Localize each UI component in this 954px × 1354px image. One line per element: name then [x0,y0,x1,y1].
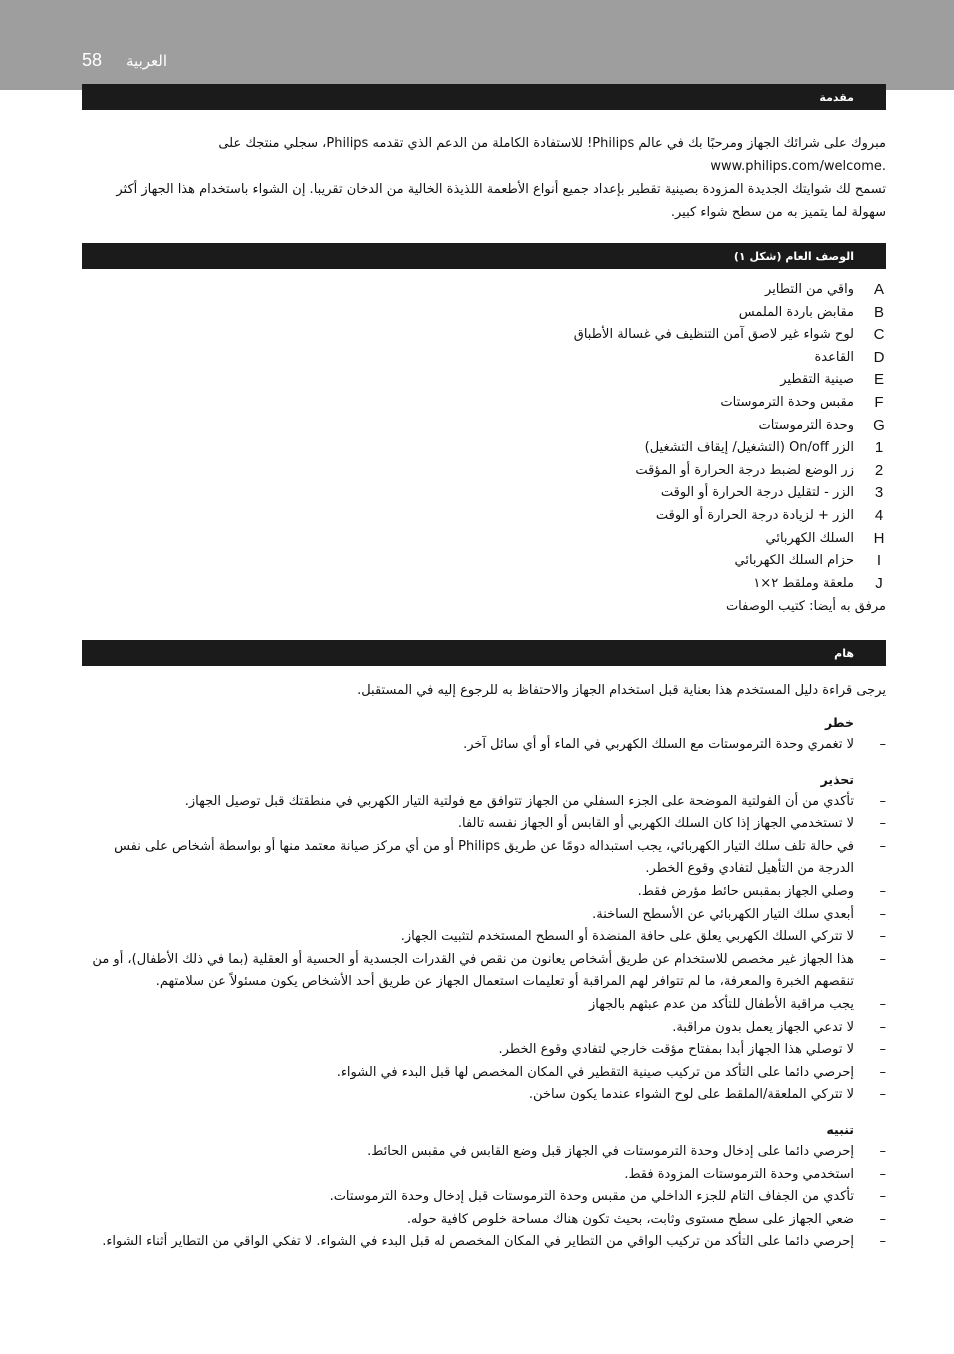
description-list [82,279,886,595]
bullet-dash: – [879,883,886,899]
danger-heading: خطر [825,715,854,730]
bullet-text: لا تتركي السلك الكهربي يعلق على حافة المنضدة أو السطح المستخدم لتثبيت الجهاز. [400,929,854,945]
bullet-text: لا تستخدمي الجهاز إذا كان السلك الكهربي أو القابس أو الجهاز نفسه تالفا. [457,816,854,832]
warning-item [82,1084,886,1107]
item-letter: D [873,348,885,366]
item-letter: F [874,393,884,411]
item-text: صينية التقطير [780,372,854,388]
warning-item [82,1039,886,1062]
page-language: العربية [126,52,167,70]
bullet-text: وصلي الجهاز بمقبس حائط مؤرض فقط. [637,883,854,899]
important-block [82,679,886,1254]
bullet-dash: – [879,793,886,809]
important-intro: يرجى قراءة دليل المستخدم هذا بعناية قبل استخدام الجهاز والاحتفاظ به للرجوع إليه في المستقبل. [357,683,886,698]
description-item [82,324,886,347]
bullet-text: إحرصي دائما على التأكد من تركيب صينية التقطير في المكان المخصص لها قبل البدء في الشواء. [336,1064,854,1080]
item-letter: E [873,371,884,389]
warning-heading: تحذير [820,771,854,787]
description-note: مرفق به أيضا: كتيب الوصفات [725,599,886,615]
item-letter: J [875,574,883,592]
bullet-text: لا تتركي الملعقة/الملقط على لوح الشواء عندما يكون ساخن. [528,1087,854,1103]
bullet-dash: – [879,1042,886,1058]
description-block [82,279,886,618]
item-text: الزر On/off (التشغيل/ إيقاف التشغيل) [644,440,854,456]
caution-list [82,1141,886,1254]
intro-paragraph-1: مبروك على شرائك الجهاز ومرحبًا بك في عالم Philips! للاستفادة الكاملة من الدعم الذي تقدمه Philips، سجلي منتجك على [218,136,886,151]
item-letter: 4 [874,506,884,524]
description-item [82,505,886,528]
item-text: وحدة الترموستات [758,417,854,433]
bullet-text: أبعدي سلك التيار الكهربائي عن الأسطح الساخنة. [592,906,854,922]
bullet-dash: – [879,1234,886,1250]
bullet-text: إحرصي دائما على إدخال وحدة الترموستات في الجهاز قبل وضع القابس في مقبس الحائط. [367,1143,854,1159]
warning-item [82,1017,886,1040]
warning-list [82,791,886,1107]
bullet-dash: – [879,1166,886,1182]
bullet-text: تأكدي من أن الفولتية الموضحة على الجزء السفلي من الجهاز تتوافق مع فولتية التيار الكهربي في منطقتك قبل توصيل الجهاز. [184,793,854,809]
item-text: الزر - لتقليل درجة الحرارة أو الوقت [660,485,854,501]
item-text: حزام السلك الكهربائي [734,553,854,569]
warning-item [82,949,886,994]
intro-paragraph-2: تسمح لك شوايتك الجديدة المزودة بصينية تقطير بإعداد جميع أنواع الأطعمة اللذيذة الخالية من الدخان تقريبا. إن الشواء باستخدام هذا الجهاز أكثر سهولة لما يتميز به من سطح شواء كبير. [116,182,886,220]
description-item [82,482,886,505]
description-item [82,528,886,551]
bullet-dash: – [879,838,886,854]
bullet-dash: – [879,1064,886,1080]
caution-item [82,1209,886,1232]
description-item [82,460,886,483]
item-letter: H [873,529,885,547]
item-letter: C [873,326,885,344]
item-letter: A [873,281,884,298]
bullet-text: في حالة تلف سلك التيار الكهربائي، يجب استبداله دومًا عن طريق Philips أو من أي مركز صيانة معتمد منها أو بواسطة أشخاص على نفس الدرجة من التأهيل لتفادي وقوع الخطر. [114,838,854,877]
intro-text [82,132,886,224]
item-text: مقبس وحدة الترموستات [720,394,854,410]
bullet-dash: – [879,996,886,1012]
item-text: القاعدة [814,349,854,365]
bullet-text: لا تدعي الجهاز يعمل بدون مراقبة. [672,1019,854,1035]
bullet-text: لا توصلي هذا الجهاز أبدا بمفتاح مؤقت خارجي لتفادي وقوع الخطر. [498,1042,854,1058]
bullet-text: هذا الجهاز غير مخصص للاستخدام عن طريق أشخاص يعانون من نقص في القدرات الجسدية أو الحسية أو العقلية (بما في ذلك الأطفال)، أو من تنقصهم الخبرة والمعرفة، ما لم تتوافر لهم المراقبة أو تعليمات استعمال الجهاز عن طريق أحد الأشخاص يكون مسئولاً عن سلامتهم. [92,951,854,990]
warning-item [82,836,886,881]
bullet-text: إحرصي دائما على التأكد من تركيب الواقي من التطاير في المكان المخصص له قبل البدء في الشواء. لا تفكي الواقي من التطاير أثناء الشواء. [102,1234,854,1250]
caution-item [82,1164,886,1187]
caution-item [82,1186,886,1209]
bullet-dash: – [879,1211,886,1227]
danger-list [82,734,886,757]
bullet-text: تأكدي من الجفاف التام للجزء الداخلي من مقبس وحدة الترموستات قبل إدخال وحدة الترموستات. [329,1189,854,1205]
warning-item [82,791,886,814]
section-heading-description: الوصف العام (شكل ١) [82,243,886,269]
bullet-dash: – [879,1087,886,1103]
bullet-text: لا تغمري وحدة الترموستات مع السلك الكهربي في الماء أو أي سائل آخر. [463,737,854,752]
item-text: زر الوضع لضبط درجة الحرارة أو المؤقت [635,462,854,478]
bullet-dash: – [879,906,886,922]
item-letter: 3 [874,484,884,502]
intro-url: www.philips.com/welcome. [710,159,886,174]
caution-item [82,1141,886,1164]
bullet-dash: – [879,737,886,752]
warning-item [82,813,886,836]
bullet-dash: – [879,951,886,967]
item-text: الزر + لزيادة درجة الحرارة أو الوقت [655,507,854,523]
description-item [82,415,886,438]
danger-item [82,734,886,757]
warning-item [82,994,886,1017]
item-letter: 1 [874,439,884,457]
section-heading-intro: مقدمة [82,84,886,110]
item-text: لوح شواء غير لاصق آمن التنظيف في غسالة الأطباق [573,327,854,343]
caution-item [82,1231,886,1254]
bullet-dash: – [879,929,886,945]
description-item [82,550,886,573]
bullet-dash: – [879,1019,886,1035]
description-item [82,392,886,415]
bullet-text: يجب مراقبة الأطفال للتأكد من عدم عبثهم بالجهاز [589,996,854,1012]
page-number: 58 [82,50,103,70]
item-text: السلك الكهربائي [765,530,854,546]
item-text: مقابض باردة الملمس [738,304,854,320]
item-letter: G [873,416,885,434]
caution-heading: تنبيه [826,1121,854,1137]
bullet-text: ضعي الجهاز على سطح مستوى وثابت، بحيث تكون هناك مساحة خلوص كافية حوله. [406,1211,854,1227]
warning-item [82,881,886,904]
item-text: ملعقة وملقط ٢×١ [753,575,854,591]
description-item [82,302,886,325]
description-item [82,279,886,302]
item-text: واقي من التطاير [765,282,854,297]
item-letter: B [873,303,884,321]
description-item [82,573,886,596]
warning-item [82,904,886,927]
section-heading-important: هام [82,640,886,666]
warning-item [82,926,886,949]
item-letter: 2 [874,461,884,479]
bullet-dash: – [879,1143,886,1159]
bullet-dash: – [879,816,886,832]
bullet-text: استخدمي وحدة الترموستات المزودة فقط. [624,1166,854,1182]
page-header [0,0,954,90]
item-letter: I [876,552,882,570]
bullet-dash: – [879,1189,886,1205]
warning-item [82,1062,886,1085]
description-item [82,369,886,392]
description-item [82,437,886,460]
description-item [82,347,886,370]
